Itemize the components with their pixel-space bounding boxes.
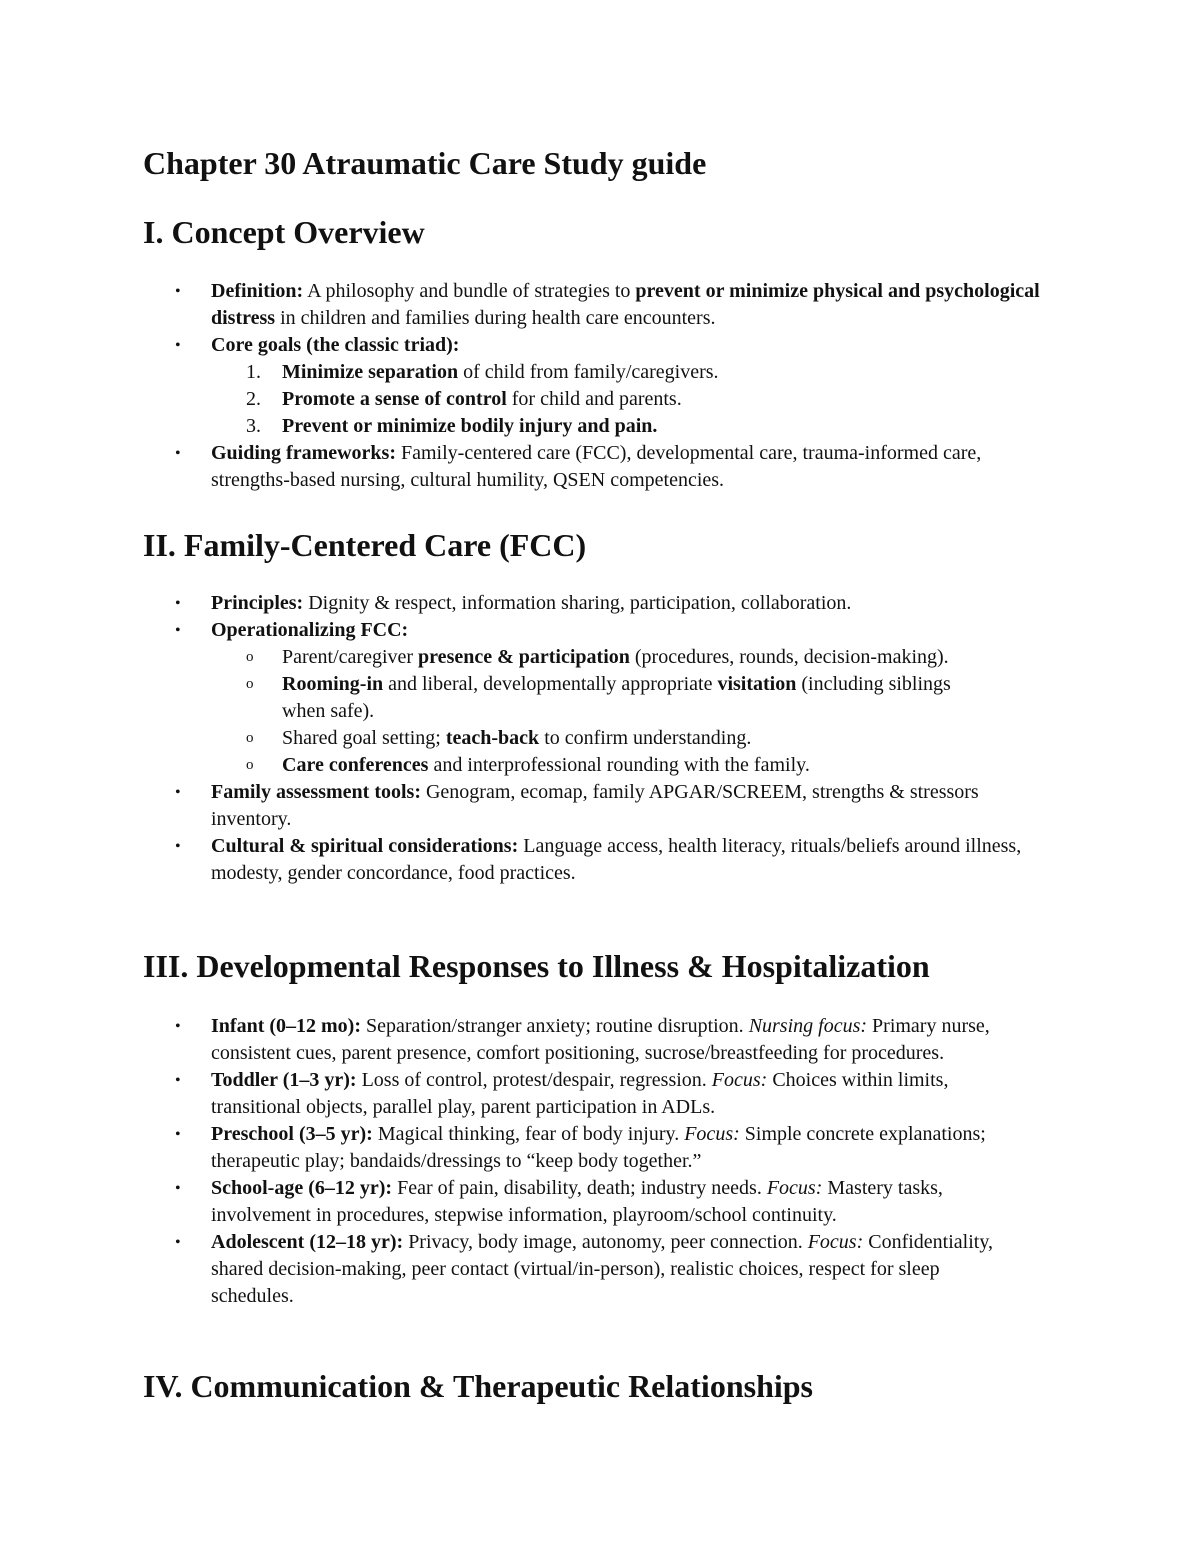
stage-focus-text: Mastery tasks, involvement in procedures, stepwise information, playroom/school continuity.	[211, 1177, 943, 1226]
definition-text: A philosophy and bundle of strategies to	[303, 280, 636, 302]
stage-response: Separation/stranger anxiety; routine disruption.	[361, 1015, 749, 1037]
stage-focus-text: Primary nurse, consistent cues, parent presence, comfort positioning, sucrose/breastfeeding for procedures.	[211, 1015, 990, 1064]
bullet-icon: •	[175, 595, 181, 612]
bullet-icon: •	[175, 1072, 181, 1089]
bullet-icon: •	[175, 622, 181, 639]
core-goal-title: Prevent or minimize bodily injury and pain.	[282, 415, 658, 437]
sub-item-text: (procedures, rounds, decision-making).	[629, 646, 949, 668]
bullet-icon: •	[175, 784, 181, 801]
focus-label: Focus:	[766, 1177, 823, 1199]
cultural-label: Cultural & spiritual considerations:	[211, 835, 519, 857]
core-goal-text: of child from family/caregivers.	[458, 361, 719, 383]
sub-item-emphasis: presence & participation	[418, 646, 630, 668]
sub-item	[0, 752, 1100, 779]
document-title: Chapter 30 Atraumatic Care Study guide	[143, 145, 707, 181]
list-item-cultural	[0, 833, 1041, 887]
stage-response: Privacy, body image, autonomy, peer connection.	[403, 1231, 808, 1253]
list-item-core-goals	[0, 332, 1100, 359]
core-goal-title: Minimize separation	[282, 361, 459, 383]
core-goal-item	[0, 386, 1100, 413]
developmental-list	[0, 1013, 1100, 1310]
list-item-principles	[0, 590, 1100, 617]
list-item-preschool	[0, 1121, 1011, 1175]
circle-bullet-icon: o	[246, 676, 254, 692]
core-goal-item	[0, 359, 1100, 386]
focus-label: Nursing focus:	[748, 1015, 868, 1037]
operationalizing-label: Operationalizing FCC:	[211, 619, 409, 641]
list-item-frameworks	[0, 440, 1041, 494]
sub-item-text: to confirm understanding.	[539, 727, 752, 749]
list-item-adolescent	[0, 1229, 1011, 1310]
sub-item-text: Parent/caregiver	[282, 646, 419, 668]
stage-label: School-age (6–12 yr):	[211, 1177, 393, 1199]
frameworks-label: Guiding frameworks:	[211, 442, 396, 464]
definition-label: Definition:	[211, 280, 304, 302]
stage-label: Adolescent (12–18 yr):	[211, 1231, 404, 1253]
sub-item-emphasis: Care conferences	[282, 754, 429, 776]
section-heading-concept-overview: I. Concept Overview	[143, 214, 425, 250]
sub-item-text: and liberal, developmentally appropriate	[383, 673, 718, 695]
bullet-icon: •	[175, 445, 181, 462]
list-item-toddler	[0, 1067, 1031, 1121]
bullet-icon: •	[175, 283, 181, 300]
bullet-icon: •	[175, 1126, 181, 1143]
sub-item-text: Shared goal setting;	[282, 727, 446, 749]
stage-response: Magical thinking, fear of body injury.	[372, 1123, 685, 1145]
list-item-definition	[0, 278, 1051, 332]
bullet-icon: •	[175, 1234, 181, 1251]
frameworks-text: Family-centered care (FCC), developmental care, trauma-informed care, strengths-based nursing, cultural humility, QSEN competencies.	[211, 442, 982, 491]
cultural-text: Language access, health literacy, rituals/beliefs around illness, modesty, gender concordance, food practices.	[211, 835, 1022, 884]
stage-label: Preschool (3–5 yr):	[211, 1123, 373, 1145]
list-number: 1.	[246, 361, 261, 383]
focus-label: Focus:	[807, 1231, 864, 1253]
list-number: 3.	[246, 415, 261, 437]
focus-label: Focus:	[711, 1069, 768, 1091]
sub-item	[0, 644, 997, 671]
stage-label: Infant (0–12 mo):	[211, 1015, 361, 1037]
sub-item-emphasis: Rooming-in	[282, 673, 384, 695]
bullet-icon: •	[175, 1180, 181, 1197]
sub-item	[0, 725, 1100, 752]
fcc-list	[0, 590, 1100, 887]
circle-bullet-icon: o	[246, 757, 254, 773]
stage-response: Loss of control, protest/despair, regression.	[356, 1069, 712, 1091]
list-item-assessment-tools	[0, 779, 1041, 833]
stage-focus-text: Simple concrete explanations; therapeutic play; bandaids/dressings to “keep body together.”	[211, 1123, 986, 1172]
bullet-icon: •	[175, 337, 181, 354]
bullet-icon: •	[175, 1018, 181, 1035]
bullet-icon: •	[175, 838, 181, 855]
stage-label: Toddler (1–3 yr):	[211, 1069, 357, 1091]
principles-text: Dignity & respect, information sharing, participation, collaboration.	[303, 592, 852, 614]
focus-label: Focus:	[684, 1123, 740, 1145]
list-item-operationalizing	[0, 617, 1100, 644]
section-heading-communication: IV. Communication & Therapeutic Relationships	[143, 1368, 813, 1404]
core-goal-item	[0, 413, 1100, 440]
list-item-infant	[0, 1013, 1021, 1067]
core-goal-title: Promote a sense of control	[282, 388, 507, 410]
principles-label: Principles:	[211, 592, 304, 614]
concept-overview-list	[0, 278, 1100, 494]
section-heading-developmental: III. Developmental Responses to Illness & Hospitalization	[143, 948, 930, 984]
definition-emphasis: prevent or minimize physical and psychological distress	[211, 280, 1040, 329]
stage-focus-text: Confidentiality, shared decision-making, peer contact (virtual/in-person), realistic choices, respect for sleep schedules.	[211, 1231, 994, 1307]
section-heading-fcc: II. Family-Centered Care (FCC)	[143, 527, 587, 563]
core-goal-text: for child and parents.	[506, 388, 682, 410]
sub-item-emphasis: teach-back	[445, 727, 540, 749]
list-item-school-age	[0, 1175, 1031, 1229]
stage-response: Fear of pain, disability, death; industry needs.	[392, 1177, 767, 1199]
assessment-label: Family assessment tools:	[211, 781, 421, 803]
list-number: 2.	[246, 388, 261, 410]
core-goals-label: Core goals (the classic triad):	[211, 334, 460, 356]
definition-text-end: in children and families during health care encounters.	[275, 307, 716, 329]
assessment-text: Genogram, ecomap, family APGAR/SCREEM, strengths & stressors inventory.	[211, 781, 979, 830]
circle-bullet-icon: o	[246, 730, 254, 746]
sub-item-text: (including siblings when safe).	[282, 673, 951, 722]
circle-bullet-icon: o	[246, 649, 254, 665]
sub-item-emphasis: visitation	[717, 673, 797, 695]
stage-focus-text: Choices within limits, transitional objects, parallel play, parent participation in ADLs.	[211, 1069, 949, 1118]
sub-item-text: and interprofessional rounding with the family.	[428, 754, 810, 776]
sub-item	[0, 671, 997, 725]
